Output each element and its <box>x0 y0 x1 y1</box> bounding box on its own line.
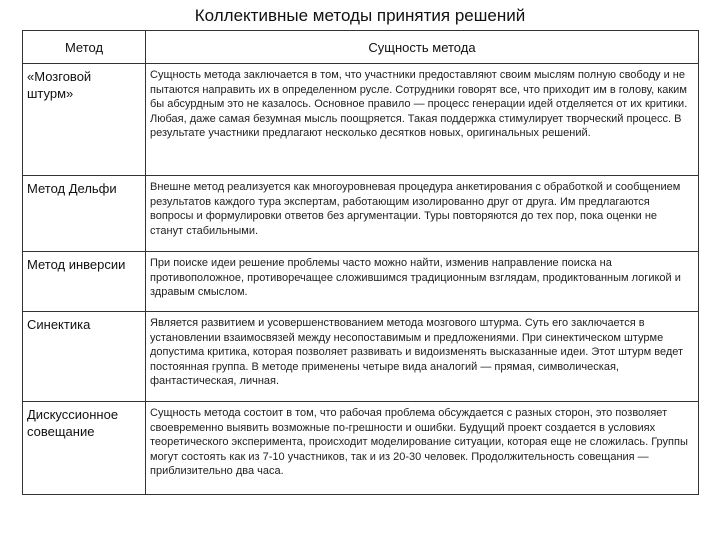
table-row <box>23 252 699 312</box>
method-description: При поиске идеи решение проблемы часто можно найти, изменив направление поиска на противоположное, противоречащее сложившимся традиционным взглядам, продиктованным логикой и здравым смыслом. <box>146 252 699 312</box>
table-row <box>23 64 699 176</box>
method-description: Внешне метод реализуется как многоуровневая процедура анкетирования с обработкой и сообщением результатов каждого тура экспертам, работающим изолированно друг от друга. Им предлагаются вопросы и формулировки ответов без аргументации. Туры повторяются до тех пор, пока оценки не станут стабильными. <box>146 176 699 252</box>
table-row <box>23 176 699 252</box>
header-essence: Сущность метода <box>146 31 699 64</box>
page-title: Коллективные методы принятия решений <box>194 6 526 25</box>
method-name: «Мозговой штурм» <box>23 64 146 176</box>
method-name: Синектика <box>23 312 146 402</box>
method-name: Метод инверсии <box>23 252 146 312</box>
header-method: Метод <box>23 31 146 64</box>
method-description: Сущность метода заключается в том, что участники предоставляют своим мыслям полную свободу и не пытаются направить их в определенном русле. Сотрудники говорят все, что приходит им в голову, каким бы абсурдным это не казалось. Основное правило — процесс генерации идей отделяется от их критики. Любая, даже самая безумная мысль поощряется. Такая поддержка стимулирует творческий процесс. В результате участники предлагают несколько десятков новых, оригинальных решений. <box>146 64 699 176</box>
method-name: Метод Дельфи <box>23 176 146 252</box>
table-row <box>23 312 699 402</box>
table-row <box>23 402 699 495</box>
method-description: Сущность метода состоит в том, что рабочая проблема обсуждается с разных сторон, это позволяет своевременно выявить возможные по-грешности и ошибки. Будущий проект создается в условиях теоретического эксперимента, происходит моделирование ситуации, которая еще не сложилась. Группы могут состоять как из 7-10 участников, так и из 20-30 человек. Продолжительность совещания — приблизительно два часа. <box>146 402 699 495</box>
method-description: Является развитием и усовершенствованием метода мозгового штурма. Суть его заключается в установлении взаимосвязей между несопоставимым и предложениями. При синектическом штурме допустима критика, которая позволяет развивать и видоизменять высказанные идеи. Этот штурм ведет постоянная группа. В методе применены четыре вида аналогий — прямая, символическая, фантастическая, личная. <box>146 312 699 402</box>
method-name: Дискуссионное совещание <box>23 402 146 495</box>
table-header-row <box>23 31 699 64</box>
methods-table <box>22 30 699 495</box>
